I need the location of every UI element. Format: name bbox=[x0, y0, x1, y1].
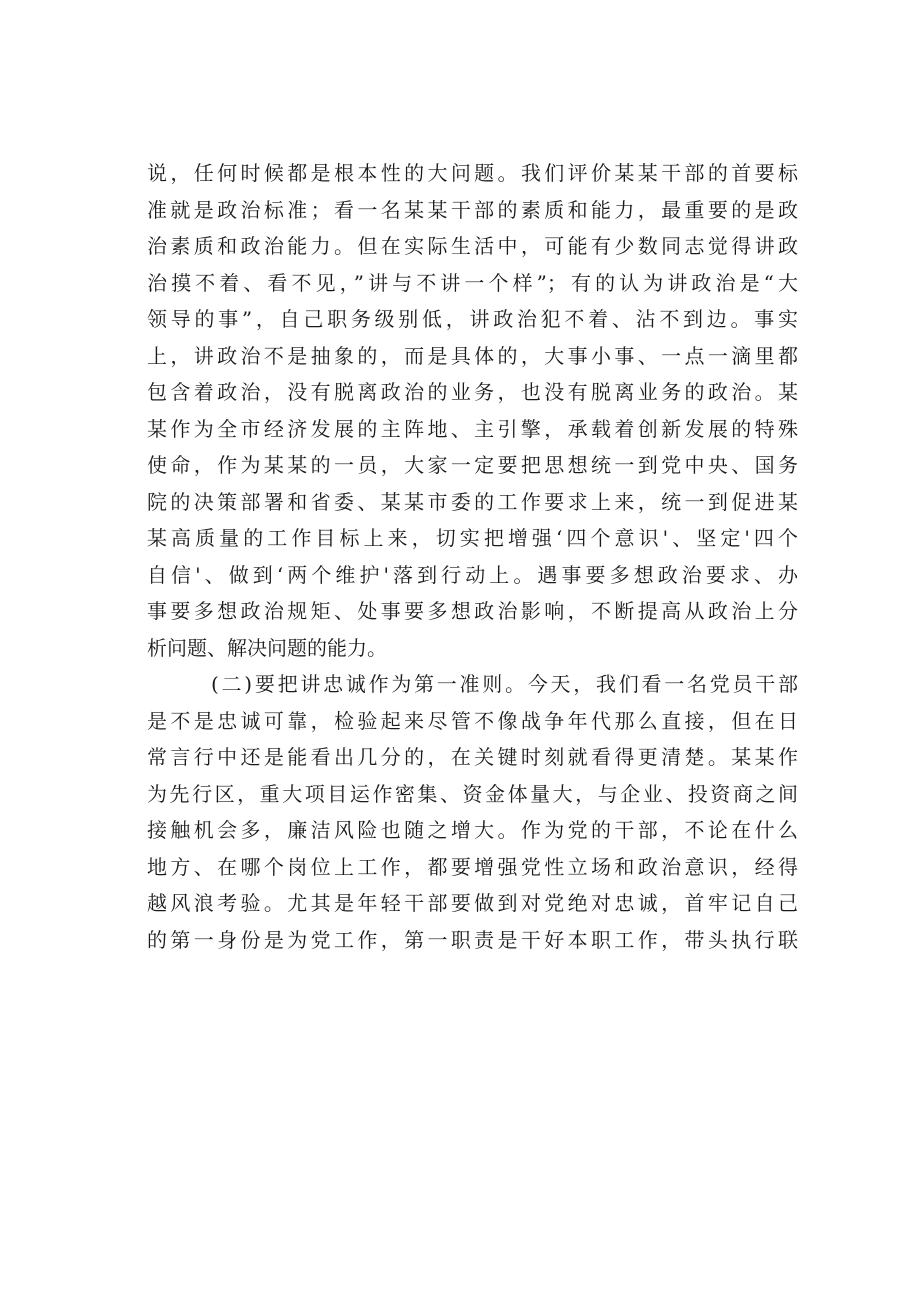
paragraph-line: 准就是政治标准；看一名某某干部的素质和能力，最重要的是政 bbox=[147, 197, 798, 222]
paragraph-line: 领导的事”，自己职务级别低，讲政治犯不着、沾不到边。事实 bbox=[147, 307, 798, 331]
paragraph-line: 越风浪考验。尤其是年轻干部要做到对党绝对忠诚，首牢记自己 bbox=[147, 891, 798, 915]
paragraph-line: 治摸不着、看不见，”讲与不讲一个样”；有的认为讲政治是“大 bbox=[147, 270, 798, 295]
paragraph-line: 地方、在哪个岗位上工作，都要增强党性立场和政治意识，经得 bbox=[147, 854, 798, 879]
paragraph-line: 自信'、做到‘两个维护'落到行动上。遇事要多想政治要求、办 bbox=[147, 562, 798, 587]
paragraph-line: 院的决策部署和省委、某某市委的工作要求上来，统一到促进某 bbox=[147, 489, 798, 514]
paragraph-line: 某高质量的工作目标上来，切实把增强‘四个意识'、坚定'四个 bbox=[147, 526, 798, 550]
paragraph-line: 析问题、解决问题的能力。 bbox=[147, 635, 387, 660]
paragraph-line: 上，讲政治不是抽象的，而是具体的，大事小事、一点一滴里都 bbox=[147, 343, 798, 368]
section-heading-line: (二)要把讲忠诚作为第一准则。今天，我们看一名党员干部 bbox=[211, 672, 798, 696]
paragraph-line: 是不是忠诚可靠，检验起来尽管不像战争年代那么直接，但在日 bbox=[147, 708, 798, 733]
paragraph-line: 某作为全市经济发展的主阵地、主引擎，承载着创新发展的特殊 bbox=[147, 416, 798, 441]
paragraph-line: 治素质和政治能力。但在实际生活中，可能有少数同志觉得讲政 bbox=[147, 234, 798, 258]
paragraph-line: 常言行中还是能看出几分的，在关键时刻就看得更清楚。某某作 bbox=[147, 745, 798, 769]
document-body bbox=[147, 155, 798, 958]
paragraph-line: 说，任何时候都是根本性的大问题。我们评价某某干部的首要标 bbox=[147, 161, 798, 185]
paragraph-line: 包含着政治，没有脱离政治的业务，也没有脱离业务的政治。某 bbox=[147, 380, 798, 404]
paragraph-line: 接触机会多，廉洁风险也随之增大。作为党的干部，不论在什么 bbox=[147, 818, 798, 842]
paragraph-line: 的第一身份是为党工作，第一职责是干好本职工作，带头执行联 bbox=[147, 927, 798, 952]
paragraph-line: 事要多想政治规矩、处事要多想政治影响，不断提高从政治上分 bbox=[147, 599, 798, 623]
paragraph-line: 使命，作为某某的一员，大家一定要把思想统一到党中央、国务 bbox=[147, 453, 798, 477]
paragraph-line: 为先行区，重大项目运作密集、资金体量大，与企业、投资商之间 bbox=[147, 781, 798, 806]
